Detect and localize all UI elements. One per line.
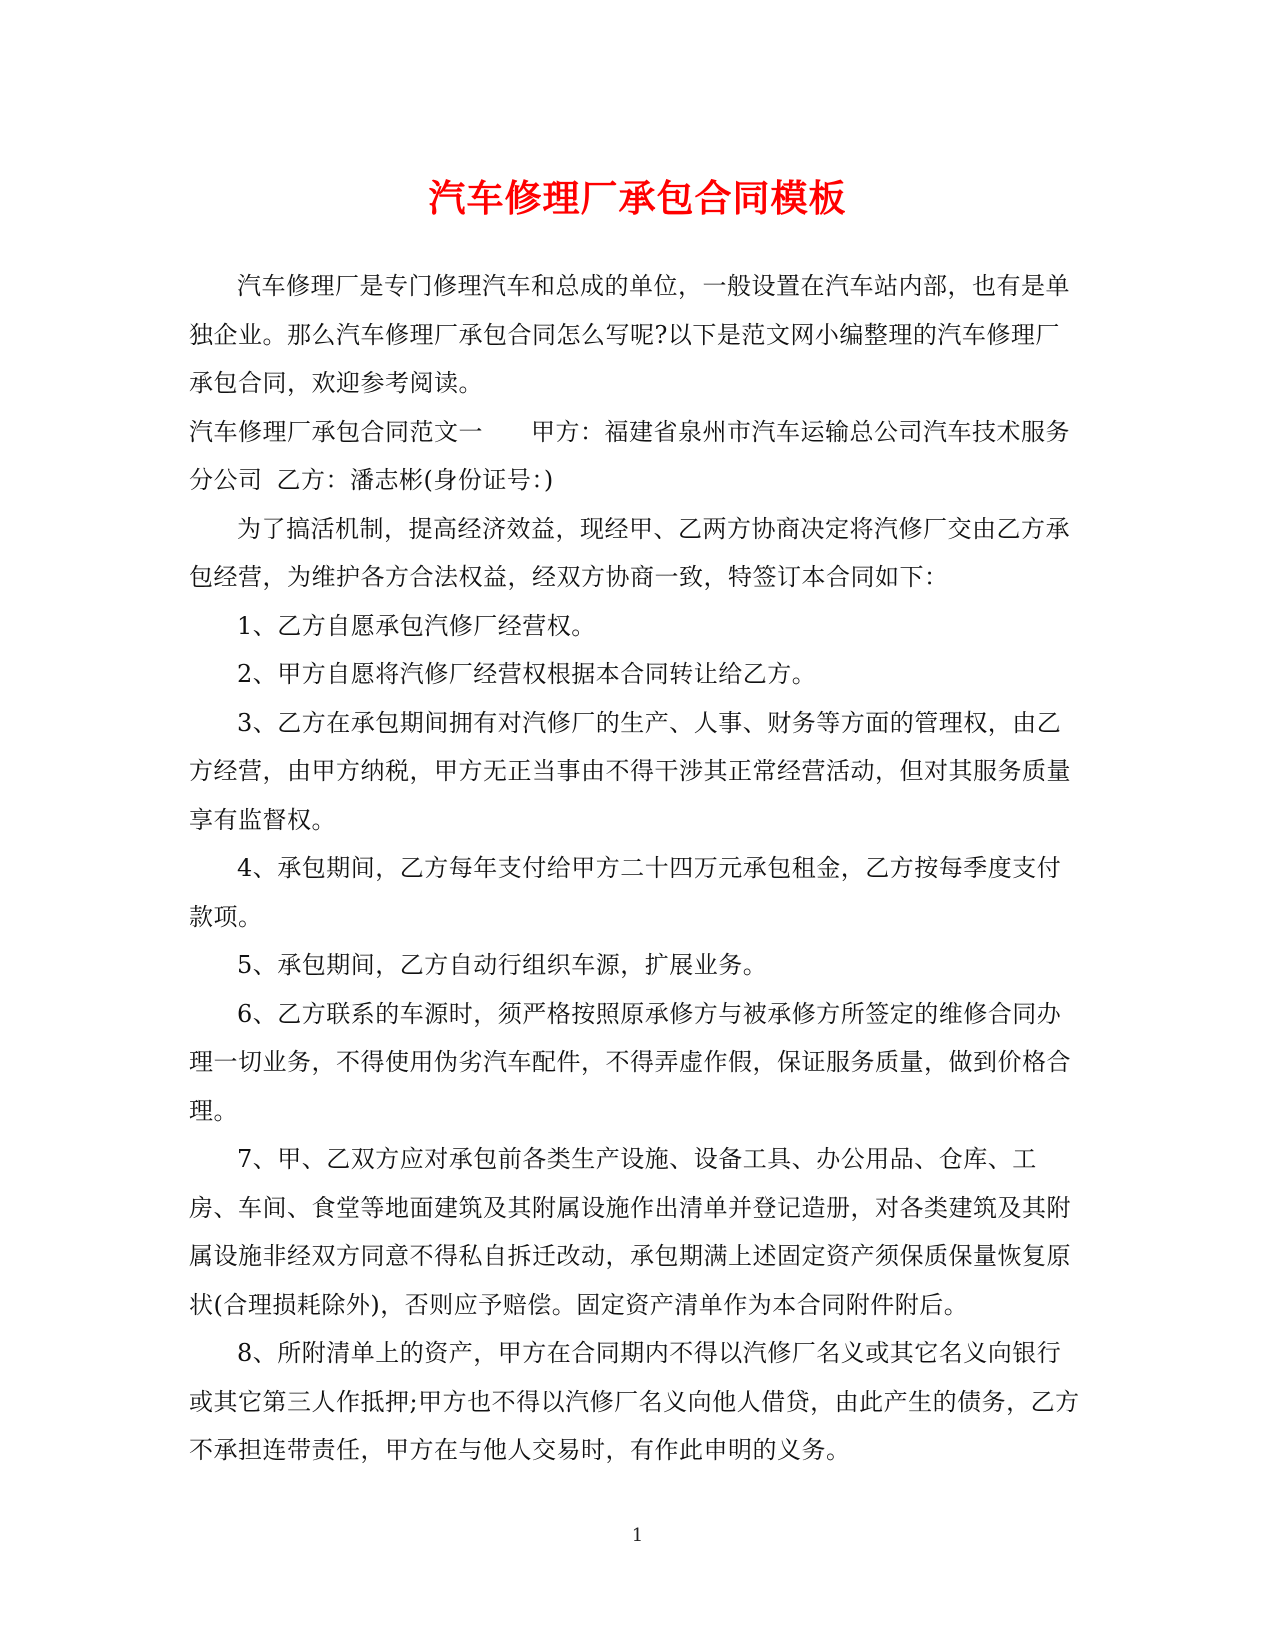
clause-8: 8、所附清单上的资产，甲方在合同期内不得以汽修厂名义或其它名义向银行或其它第三人作抵押;甲方也不得以汽修厂名义向他人借贷，由此产生的债务，乙方不承担连带责任，甲方在与他人交易时，有作此申明的义务。 (189, 1339, 1080, 1464)
contract-heading-line (189, 408, 1083, 505)
preamble-paragraph: 为了搞活机制，提高经济效益，现经甲、乙两方协商决定将汽修厂交由乙方承包经营，为维护各方合法权益，经双方协商一致，特签订本合同如下： (189, 514, 1070, 591)
clause-6: 6、乙方联系的车源时，须严格按照原承修方与被承修方所签定的维修合同办理一切业务，不得使用伪劣汽车配件，不得弄虚作假，保证服务质量，做到价格合理。 (189, 999, 1071, 1125)
intro-paragraph: 汽车修理厂是专门修理汽车和总成的单位，一般设置在汽车站内部，也有是单独企业。那么汽车修理厂承包合同怎么写呢?以下是范文网小编整理的汽车修理厂承包合同，欢迎参考阅读。 (189, 272, 1070, 397)
clause-1: 1、乙方自愿承包汽修厂经营权。 (237, 611, 596, 640)
document-title: 汽车修理厂承包合同模板 (428, 176, 847, 220)
clause-2: 2、甲方自愿将汽修厂经营权根据本合同转让给乙方。 (237, 660, 817, 688)
document-body (189, 262, 1083, 1475)
page-number: 1 (631, 1525, 644, 1546)
clause-4: 4、承包期间，乙方每年支付给甲方二十四万元承包租金，乙方按每季度支付款项。 (189, 854, 1062, 931)
clause-7: 7、甲、乙双方应对承包前各类生产设施、设备工具、办公用品、仓库、工房、车间、食堂等地面建筑及其附属设施作出清单并登记造册，对各类建筑及其附属设施非经双方同意不得私自拆迁改动，承包期满上述固定资产须保质保量恢复原状(合理损耗除外)，否则应予赔偿。固定资产清单作为本合同附件附后。 (189, 1145, 1071, 1319)
clause-5: 5、承包期间，乙方自动行组织车源，扩展业务。 (237, 951, 768, 979)
sample-title: 汽车修理厂承包合同范文一 (189, 417, 483, 446)
party-b: 乙方：潘志彬(身份证号：) (276, 466, 554, 494)
party-a: 甲方：福建省泉州市汽车运输总公司汽车技术服务分公司 (189, 417, 1070, 494)
clause-3: 3、乙方在承包期间拥有对汽修厂的生产、人事、财务等方面的管理权，由乙方经营，由甲方纳税，甲方无正当事由不得干涉其正常经营活动，但对其服务质量享有监督权。 (189, 708, 1071, 834)
